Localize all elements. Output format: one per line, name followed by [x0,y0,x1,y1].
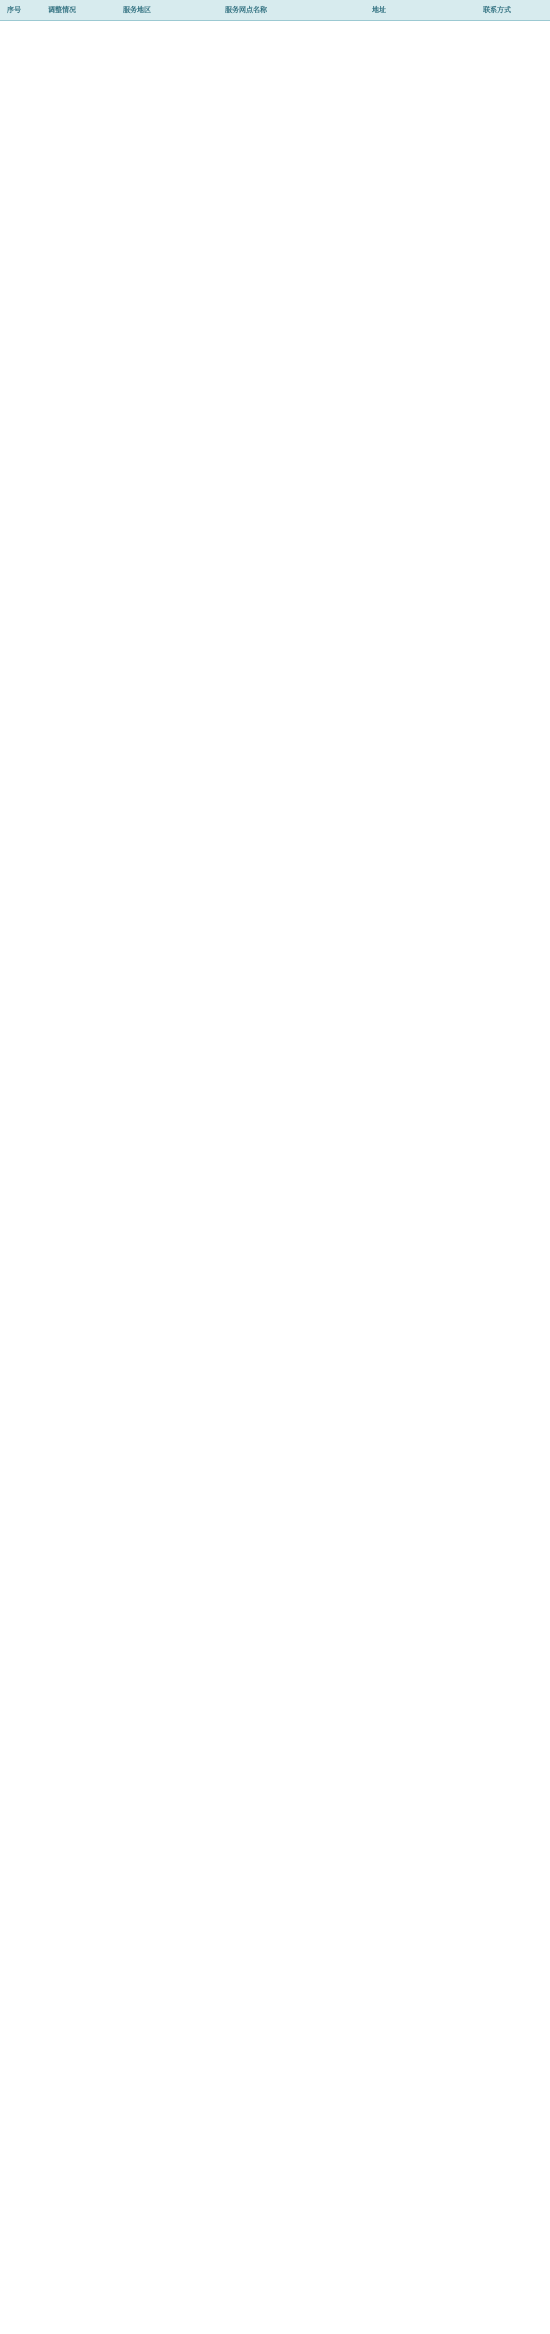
header-address: 地址 [314,0,444,21]
header-change-status: 调整情况 [28,0,96,21]
outlet-list-page [0,0,550,21]
table-header-row [0,0,550,21]
header-contact: 联系方式 [444,0,550,21]
header-index: 序号 [0,0,28,21]
service-outlet-table [0,0,550,21]
header-outlet-name: 服务网点名称 [178,0,314,21]
header-service-region: 服务地区 [96,0,178,21]
